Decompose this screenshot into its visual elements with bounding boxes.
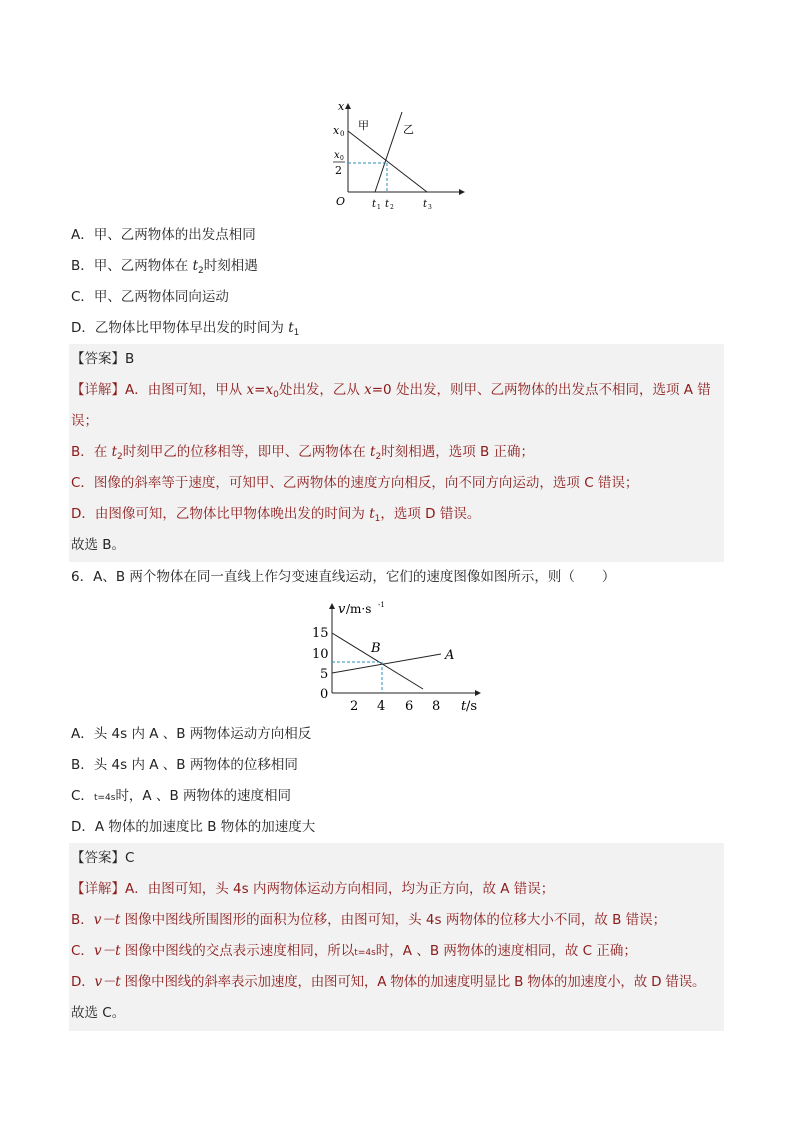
- q5-option-b-post: 时刻相遇: [203, 258, 258, 274]
- q6-detail-b: [71, 905, 723, 936]
- q5-answer-text: 【答案】B: [71, 351, 135, 367]
- v-axis-label-exp: -1: [378, 601, 385, 609]
- q5-detail-b-var2: t: [370, 444, 376, 460]
- q6-detail-d: [71, 967, 723, 998]
- q6-option-c-small: t=4s: [93, 793, 116, 803]
- q5-detail-b-sub2: 2: [375, 452, 382, 462]
- q6-detail-label: 【详解】: [71, 881, 125, 897]
- x-tick-2: 2: [350, 699, 359, 714]
- q6-detail-c-post: 时，A 、B 两物体的速度相同，故 C 正确；: [375, 943, 637, 959]
- q6-stem-text: 6．A、B 两个物体在同一直线上作匀变速直线运动，它们的速度图像如图所示，则（ ）: [71, 569, 616, 585]
- q6-conclusion-text: 故选 C。: [71, 1005, 126, 1021]
- q6-stem: [71, 562, 723, 593]
- t-axis-label-unit: /s: [466, 699, 478, 714]
- xt-graph-figure: [325, 96, 470, 214]
- vt-graph-figure: [310, 598, 490, 716]
- q5-detail-b: [71, 437, 723, 468]
- q5-detail-b-sub: 2: [117, 452, 123, 462]
- q5-detail-d-sub: 1: [374, 514, 381, 524]
- q6-option-c-post: 时，A 、B 两物体的速度相同: [115, 788, 292, 804]
- y-tick-15: 15: [312, 626, 329, 641]
- q6-detail-b-var: v－t: [93, 912, 121, 928]
- label-t3: t: [423, 199, 428, 210]
- y-tick-10: 10: [312, 647, 329, 662]
- q5-option-b-pre: B．甲、乙两物体在: [71, 258, 193, 274]
- q6-detail-c-letter: C．: [71, 943, 94, 959]
- label-half-num-sub: 0: [340, 155, 344, 162]
- label-t1-sub: 1: [377, 204, 381, 211]
- q5-detail-a-eq: =: [254, 382, 266, 398]
- origin-label: O: [336, 195, 346, 208]
- q6-option-b: [71, 750, 723, 781]
- q5-option-d-sub: 1: [293, 328, 300, 338]
- q6-option-d-text: D．A 物体的加速度比 B 物体的加速度大: [71, 819, 316, 835]
- q5-detail-d-post: ，选项 D 错误。: [380, 506, 481, 522]
- q6-detail-c-var: v－t: [93, 943, 121, 959]
- q6-detail-d-var: v－t: [94, 974, 121, 990]
- q5-option-c-text: C．甲、乙两物体同向运动: [71, 289, 229, 305]
- q5-option-c: [71, 282, 723, 313]
- y-tick-5: 5: [320, 667, 329, 682]
- q6-option-d: [71, 812, 723, 843]
- line-a: [332, 654, 441, 673]
- q5-option-d: [71, 313, 723, 344]
- v-axis-label-v: v: [338, 602, 346, 617]
- q5-detail-a-mid: 处出发，乙从: [278, 382, 365, 398]
- q6-detail-b-letter: B．: [71, 912, 94, 928]
- line-jia: [348, 131, 427, 192]
- q5-detail-d-var: t: [369, 506, 375, 522]
- q6-option-c: [71, 781, 723, 812]
- q5-detail-label: 【详解】: [71, 382, 125, 398]
- q5-option-b: [71, 251, 723, 282]
- y-axis-label: x: [338, 100, 345, 113]
- q6-detail-d-text: 图像中图线的斜率表示加速度，由图可知，A 物体的加速度明显比 B 物体的加速度小，故 D 错误。: [120, 974, 706, 990]
- q5-detail-c: [71, 468, 723, 499]
- q5-option-d-pre: D．乙物体比甲物体早出发的时间为: [71, 320, 289, 336]
- point-b-label: B: [371, 641, 381, 656]
- q5-detail-b-var: t: [111, 444, 117, 460]
- q6-conclusion: [71, 998, 723, 1029]
- q5-detail-a-sub: 0: [273, 390, 279, 400]
- t-axis-label-t: t: [461, 699, 467, 714]
- q5-detail-d-pre: D．由图像可知，乙物体比甲物体晚出发的时间为: [71, 506, 370, 522]
- q5-detail-a-var1: x: [246, 382, 255, 398]
- q5-detail-b-mid: 时刻甲乙的位移相等，即甲、乙两物体在: [122, 444, 371, 460]
- q5-detail-a-pre: A．由图可知，甲从: [125, 382, 247, 398]
- v-axis-label-unit: /m·s: [346, 602, 372, 616]
- q5-detail-a-cont: [71, 406, 723, 437]
- x-tick-4: 4: [377, 699, 386, 714]
- q5-option-b-sub: 2: [198, 266, 204, 276]
- label-x0: x: [333, 124, 340, 137]
- q5-detail-a-var2: x: [265, 382, 274, 398]
- q5-option-a-text: A．甲、乙两物体的出发点相同: [71, 227, 256, 243]
- q6-detail-c-small: t=4s: [354, 948, 376, 958]
- q6-option-a: [71, 719, 723, 750]
- q5-detail-b-pre: B．在: [71, 444, 112, 460]
- q5-conclusion: [71, 530, 723, 561]
- q6-detail-b-text: 图像中图线所围图形的面积为位移，由图可知，头 4s 两物体的位移大小不同，故 B 错误；: [120, 912, 667, 928]
- q5-detail-a-var3: x: [364, 382, 372, 398]
- label-t3-sub: 3: [428, 204, 432, 211]
- q5-option-d-var: t: [288, 320, 294, 336]
- line-yi: [375, 112, 402, 192]
- q6-answer: [71, 843, 723, 874]
- q6-detail-a: [71, 874, 723, 905]
- label-half-num: x: [334, 150, 340, 161]
- line-yi-label: 乙: [403, 123, 414, 136]
- x-tick-6: 6: [405, 699, 414, 714]
- q5-option-a: [71, 220, 723, 251]
- x-tick-8: 8: [432, 699, 441, 714]
- label-t2-sub: 2: [390, 204, 394, 211]
- label-t2: t: [385, 199, 390, 210]
- q5-conclusion-text: 故选 B。: [71, 537, 126, 553]
- q5-detail-d: [71, 499, 723, 530]
- q6-option-c-pre: C．: [71, 788, 94, 804]
- q6-detail-a-text: A．由图可知，头 4s 内两物体运动方向相同，均为正方向，故 A 错误；: [125, 881, 555, 897]
- label-half-den: 2: [335, 164, 342, 177]
- q6-detail-c-pre: 图像中图线的交点表示速度相同，所以: [120, 943, 355, 959]
- q5-detail-b-post: 时刻相遇，选项 B 正确；: [381, 444, 535, 460]
- q5-answer: [71, 344, 723, 375]
- q6-detail-c: [71, 936, 723, 967]
- q5-detail-c-text: C．图像的斜率等于速度，可知甲、乙两物体的速度方向相反，向不同方向运动，选项 C 错误；: [71, 475, 639, 491]
- q5-option-b-var: t: [192, 258, 198, 274]
- label-t1: t: [372, 199, 377, 210]
- q5-detail-a-zero: =0 处出发，则甲、乙两物体的出发点不相同，选项 A 错: [371, 382, 711, 398]
- q6-answer-text: 【答案】C: [71, 850, 135, 866]
- q6-option-b-text: B．头 4s 内 A 、B 两物体的位移相同: [71, 757, 298, 773]
- label-x0-sub: 0: [340, 130, 345, 138]
- q6-detail-d-letter: D．: [71, 974, 95, 990]
- q5-detail-a-cont-text: 误；: [71, 413, 98, 429]
- line-a-label: A: [445, 648, 455, 663]
- line-jia-label: 甲: [358, 119, 369, 132]
- q6-option-a-text: A．头 4s 内 A 、B 两物体运动方向相反: [71, 726, 312, 742]
- y-tick-0: 0: [320, 687, 329, 702]
- q5-detail-a: [71, 375, 723, 406]
